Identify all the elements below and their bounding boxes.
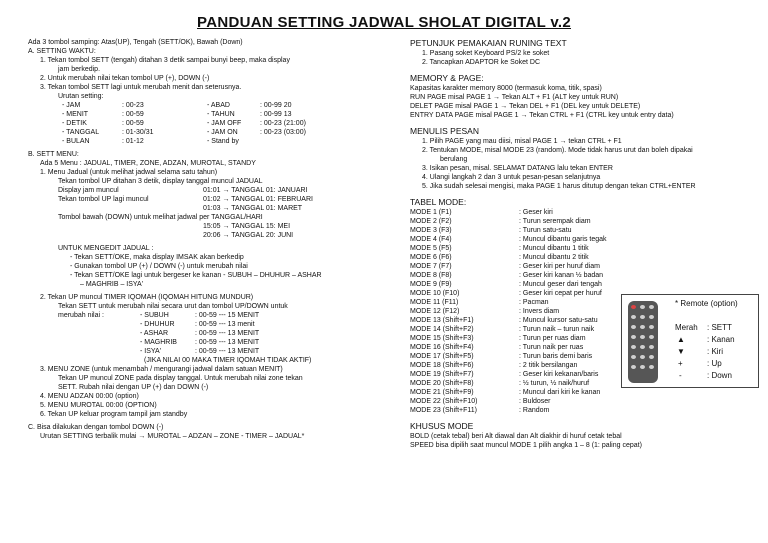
section-a-heading: A. SETTING WAKTU: — [28, 48, 96, 55]
jadual-example: 20:06 → TANGGAL 20: JUNI — [203, 232, 294, 239]
write-step-cont: berulang — [440, 156, 468, 163]
urutan-label: Urutan setting: — [58, 93, 104, 100]
table-row: MODE 12 (F12) : Invers diam — [410, 308, 560, 315]
table-row: Tekan tombol UP lagi muncul 01:02 → TANGGAL 01: FEBRUARI — [58, 196, 313, 203]
edit-step: - Tekan SETT/OKE, maka display IMSAK akan berkedip — [70, 254, 244, 261]
remote-key-action: : Kanan — [707, 335, 735, 344]
table-row: - SUBUH : 00-59 --- 15 MENIT — [140, 312, 260, 319]
table-row: MODE 10 (F10) : Geser kiri cepat per huruf — [410, 290, 602, 297]
edit-step: - Tekan SETT/OKE lagi untuk bergeser ke kanan - SUBUH – DHUHUR – ASHAR — [70, 272, 322, 279]
write-step: 4. Ulangi langkah 2 dan 3 untuk pesan-pesan selanjutnya — [422, 174, 601, 181]
special-mode-line: BOLD (cetak tebal) beri Alt diawal dan Alt diakhir di huruf cetak tebal — [410, 433, 622, 440]
table-row: MODE 6 (F6) : Muncul dibantu 2 titik — [410, 254, 589, 261]
table-row: - BULAN : 01-12 - Stand by — [62, 138, 239, 145]
table-row: MODE 15 (Shift+F3) : Turun per ruas diam — [410, 335, 586, 342]
remote-legend-box — [621, 294, 759, 388]
table-row: MODE 13 (Shift+F1) : Muncul kursor satu-satu — [410, 317, 598, 324]
special-mode-heading: KHUSUS MODE — [410, 421, 474, 431]
step-a1: 1. Tekan tombol SETT (tengah) ditahan 3 detik sampai bunyi beep, maka display — [40, 57, 290, 64]
step-b1-detail: Tekan tombol UP ditahan 3 detik, display tanggal muncul JADUAL — [58, 178, 263, 185]
memory-heading: MEMORY & PAGE: — [410, 73, 484, 83]
section-c-text: Urutan SETTING terbalik mulai → MUROTAL – ADZAN – ZONE - TIMER – JADUAL* — [40, 433, 305, 440]
right-column — [410, 38, 760, 450]
step-b5: 5. MENU MUROTAL 00:00 (OPTION) — [40, 402, 157, 409]
table-row: MODE 11 (F11) : Pacman — [410, 299, 549, 306]
remote-key-label: Merah — [675, 323, 698, 332]
memory-line: RUN PAGE misal PAGE 1 → Tekan ALT + F1 (ALT key untuk RUN) — [410, 94, 619, 101]
table-row: MODE 19 (Shift+F7) : Geser kiri kekanan/baris — [410, 371, 599, 378]
minus-key-label: - — [679, 371, 682, 380]
table-row: - MENIT : 00-59 - TAHUN : 00-99 13 — [62, 111, 292, 118]
table-row: MODE 1 (F1) : Geser kiri — [410, 209, 553, 216]
running-text-heading: PETUNJUK PEMAKAIAN RUNING TEXT — [410, 38, 567, 48]
step-a3: 3. Tekan tombol SETT lagi untuk merubah menit dan seterusnya. — [40, 84, 242, 91]
remote-key-action: : Down — [707, 371, 732, 380]
table-row: Display jam muncul 01:01 → TANGGAL 01: JANUARI — [58, 187, 308, 194]
table-row: 01:03 → TANGGAL 01: MARET — [203, 205, 303, 212]
jadual-example: 15:05 → TANGGAL 15: MEI — [203, 223, 291, 230]
remote-control-icon — [628, 301, 658, 383]
table-row: MODE 23 (Shift+F11) : Random — [410, 407, 550, 414]
step-b2-detail: Tekan SETT untuk merubah nilai secara urut dan tombol UP/DOWN untuk — [58, 303, 288, 310]
edit-step: - Gunakan tombol UP (+) / DOWN (-) untuk merubah nilai — [70, 263, 248, 270]
table-row: MODE 8 (F8) : Geser kiri kanan ½ badan — [410, 272, 604, 279]
mode-table-heading: TABEL MODE: — [410, 197, 467, 207]
table-row: - TANGGAL : 01-30/31 - JAM ON : 00-23 (03:00) — [62, 129, 306, 136]
step-b3: 3. MENU ZONE (untuk menambah / mengurangi jadwal dalam satuan MENIT) — [40, 366, 283, 373]
write-step: 5. Jika sudah selesai mengisi, maka PAGE 1 harus ditutup dengan tekan CTRL+ENTER — [422, 183, 696, 190]
running-step: 1. Pasang soket Keyboard PS/2 ke soket — [422, 50, 550, 57]
edit-heading: UNTUK MENGEDIT JADUAL : — [58, 245, 154, 252]
memory-line: Kapasitas karakter memory 8000 (termasuk koma, titik, spasi) — [410, 85, 602, 92]
jadual-table — [58, 186, 313, 213]
table-row: - MAGHRIB : 00-59 --- 13 MENIT — [140, 339, 260, 346]
step-b3-detail: Tekan UP muncul ZONE pada display tanggal. Untuk merubah nilai zone tekan — [58, 375, 303, 382]
write-step: 2. Tentukan MODE, misal MODE 23 (random). Mode tidak harus urut dan boleh dipakai — [422, 147, 693, 154]
table-row: - DHUHUR : 00-59 --- 13 menit — [140, 321, 255, 328]
running-step: 2. Tancapkan ADAPTOR ke Soket DC — [422, 59, 541, 66]
step-b2-detail: merubah nilai : — [58, 312, 104, 319]
down-arrow-icon: ▼ — [677, 347, 685, 356]
up-arrow-icon: ▲ — [677, 335, 685, 344]
table-row: MODE 9 (F9) : Muncul geser dari tengah — [410, 281, 602, 288]
special-mode-line: SPEED bisa dipilih saat muncul MODE 1 pilih angka 1 – 8 (1: paling cepat) — [410, 442, 642, 449]
memory-line: DELET PAGE misal PAGE 1 → Tekan DEL + F1 (DEL key untuk DELETE) — [410, 103, 641, 110]
remote-key-action: : SETT — [707, 323, 732, 332]
step-b3-detail: SETT. Rubah nilai dengan UP (+) dan DOWN (-) — [58, 384, 209, 391]
table-row: MODE 20 (Shift+F8) : ½ turun, ½ naik/huruf — [410, 380, 590, 387]
table-row: MODE 7 (F7) : Geser kiri per huruf diam — [410, 263, 600, 270]
write-message-heading: MENULIS PESAN — [410, 126, 479, 136]
memory-line: ENTRY DATA PAGE misal PAGE 1 → Tekan CTRL + F1 (CTRL key untuk entry data) — [410, 112, 674, 119]
section-c-heading: C. Bisa dilakukan dengan tombol DOWN (-) — [28, 424, 164, 431]
table-row: MODE 22 (Shift+F10) : Buldoser — [410, 398, 551, 405]
menu-list: Ada 5 Menu : JADUAL, TIMER, ZONE, ADZAN, MUROTAL, STANDY — [40, 160, 256, 167]
mode-table — [410, 208, 607, 415]
table-row: MODE 16 (Shift+F4) : Turun naik per ruas — [410, 344, 584, 351]
step-b6: 6. Tekan UP keluar program tampil jam standby — [40, 411, 188, 418]
table-row: MODE 4 (F4) : Muncul dibantu garis tegak — [410, 236, 607, 243]
write-step: 3. Isikan pesan, misal. SELAMAT DATANG lalu tekan ENTER — [422, 165, 613, 172]
intro-text: Ada 3 tombol samping: Atas(UP), Tengah (SETT/OK), Bawah (Down) — [28, 39, 243, 46]
step-b1: 1. Menu Jadual (untuk melihat jadwal selama satu tahun) — [40, 169, 218, 176]
table-row: MODE 2 (F2) : Turun serempak diam — [410, 218, 591, 225]
table-row: - ISYA' : 00-59 --- 13 MENIT — [140, 348, 260, 355]
table-row: - ASHAR : 00-59 --- 13 MENIT — [140, 330, 260, 337]
write-step: 1. Pilih PAGE yang mau diisi, misal PAGE 1 → tekan CTRL + F1 — [422, 138, 622, 145]
section-b-heading: B. SETT MENU: — [28, 151, 79, 158]
iqomah-table — [140, 311, 259, 356]
table-row: MODE 18 (Shift+F6) : 2 titik bersilangan — [410, 362, 578, 369]
edit-step-cont: – MAGHRIB – ISYA' — [80, 281, 144, 288]
table-row: MODE 17 (Shift+F5) : Turun baris demi baris — [410, 353, 593, 360]
step-b2: 2. Tekan UP muncul TIMER IQOMAH (IQOMAH HITUNG MUNDUR) — [40, 294, 254, 301]
step-b4: 4. MENU ADZAN 00:00 (option) — [40, 393, 139, 400]
remote-title: * Remote (option) — [675, 299, 738, 308]
table-row: - JAM : 00-23 - ABAD : 00-99 20 — [62, 102, 292, 109]
table-row: MODE 14 (Shift+F2) : Turun naik – turun naik — [410, 326, 595, 333]
plus-key-label: + — [678, 359, 683, 368]
table-row: - DETIK : 00-59 - JAM OFF : 00-23 (21:00) — [62, 120, 306, 127]
step-a1-cont: jam berkedip. — [58, 66, 101, 73]
table-row: MODE 5 (F5) : Muncul dibantu 1 titik — [410, 245, 589, 252]
table-row: MODE 21 (Shift+F9) : Muncul dari kiri ke kanan — [410, 389, 601, 396]
step-a2: 2. Untuk merubah nilai tekan tombol UP (+), DOWN (-) — [40, 75, 210, 82]
remote-red-button-icon — [631, 305, 636, 309]
page-title: PANDUAN SETTING JADWAL SHOLAT DIGITAL v.2 — [197, 14, 571, 31]
left-column — [28, 38, 403, 441]
settings-table — [62, 101, 306, 146]
step-b1-down: Tombol bawah (DOWN) untuk melihat jadwal per TANGGAL/HARI — [58, 214, 263, 221]
remote-key-action: : Up — [707, 359, 722, 368]
table-row: MODE 3 (F3) : Turun satu-satu — [410, 227, 572, 234]
remote-key-action: : Kiri — [707, 347, 723, 356]
iqomah-note: (JIKA NILAI 00 MAKA TIMER IQOMAH TIDAK AKTIF) — [144, 357, 312, 364]
